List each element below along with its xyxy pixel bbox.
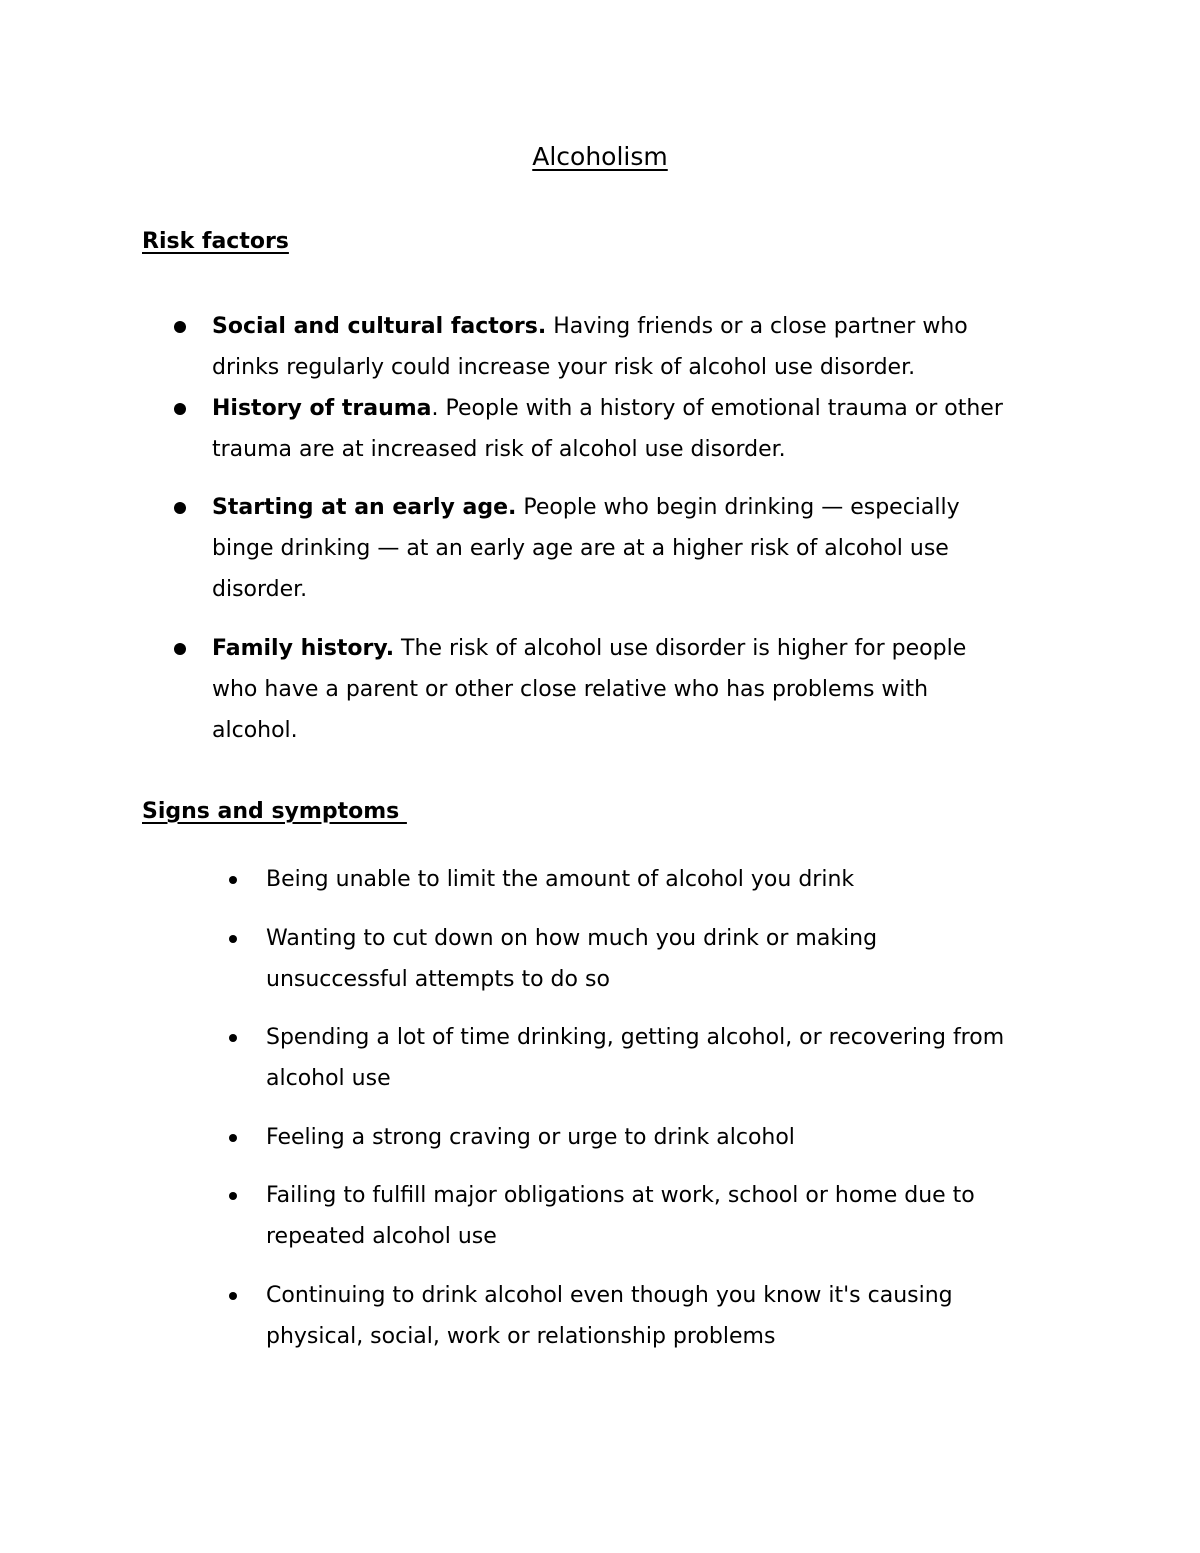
symptom-item (266, 1117, 795, 1158)
risk-factor-term: History of trauma (212, 396, 432, 421)
document-title (0, 140, 1200, 174)
symptom-item (266, 1017, 1004, 1099)
risk-factor-text: who have a parent or other close relative who has problems with (212, 677, 929, 702)
symptom-text: Wanting to cut down on how much you drink or making (266, 926, 878, 951)
symptom-text: unsuccessful attempts to do so (266, 967, 610, 992)
symptom-text: repeated alcohol use (266, 1224, 497, 1249)
risk-factor-text: disorder. (212, 577, 308, 602)
symptom-item (266, 859, 854, 900)
risk-factor-term: Social and cultural factors. (212, 314, 547, 339)
symptom-text: Continuing to drink alcohol even though you know it's causing (266, 1283, 953, 1308)
bullet-icon (174, 502, 186, 514)
risk-factor-text: drinks regularly could increase your risk of alcohol use disorder. (212, 355, 916, 380)
risk-factor-text: . People with a history of emotional trauma or other (431, 396, 1003, 421)
bullet-icon (229, 1034, 237, 1042)
symptom-text: physical, social, work or relationship problems (266, 1324, 776, 1349)
risk-factor-text: People who begin drinking — especially (516, 495, 960, 520)
risk-factor-text: alcohol. (212, 718, 298, 743)
risk-factor-term: Family history. (212, 636, 395, 661)
risk-factor-text: Having friends or a close partner who (546, 314, 968, 339)
risk-factor-item (212, 628, 966, 751)
document-title-text: Alcoholism (532, 142, 668, 171)
risk-factor-item (212, 487, 960, 610)
symptom-text: Being unable to limit the amount of alcohol you drink (266, 867, 855, 892)
bullet-icon (229, 1134, 237, 1142)
risk-factor-term: Starting at an early age. (212, 495, 517, 520)
risk-factor-text: trauma are at increased risk of alcohol use disorder. (212, 437, 786, 462)
risk-factor-line (212, 306, 968, 347)
risk-factor-line (212, 628, 966, 669)
symptom-item (266, 1275, 953, 1357)
bullet-icon (229, 1292, 237, 1300)
symptom-text: Feeling a strong craving or urge to drink alcohol (266, 1125, 795, 1150)
symptom-item (266, 918, 877, 1000)
risk-factor-item (212, 306, 968, 388)
signs-and-symptoms-heading: Signs and symptoms (142, 799, 407, 824)
risk-factor-item (212, 388, 1003, 470)
bullet-icon (229, 935, 237, 943)
risk-factor-line (212, 487, 960, 528)
bullet-icon (229, 1192, 237, 1200)
symptom-item (266, 1175, 975, 1257)
risk-factor-text: The risk of alcohol use disorder is higher for people (394, 636, 967, 661)
bullet-icon (174, 403, 186, 415)
symptom-text: alcohol use (266, 1066, 391, 1091)
bullet-icon (174, 321, 186, 333)
risk-factors-heading: Risk factors (142, 229, 289, 254)
bullet-icon (229, 876, 237, 884)
risk-factor-line (212, 388, 1003, 429)
bullet-icon (174, 643, 186, 655)
symptom-text: Failing to fulfill major obligations at work, school or home due to (266, 1183, 975, 1208)
symptom-text: Spending a lot of time drinking, getting alcohol, or recovering from (266, 1025, 1005, 1050)
risk-factor-text: binge drinking — at an early age are at a higher risk of alcohol use (212, 536, 949, 561)
